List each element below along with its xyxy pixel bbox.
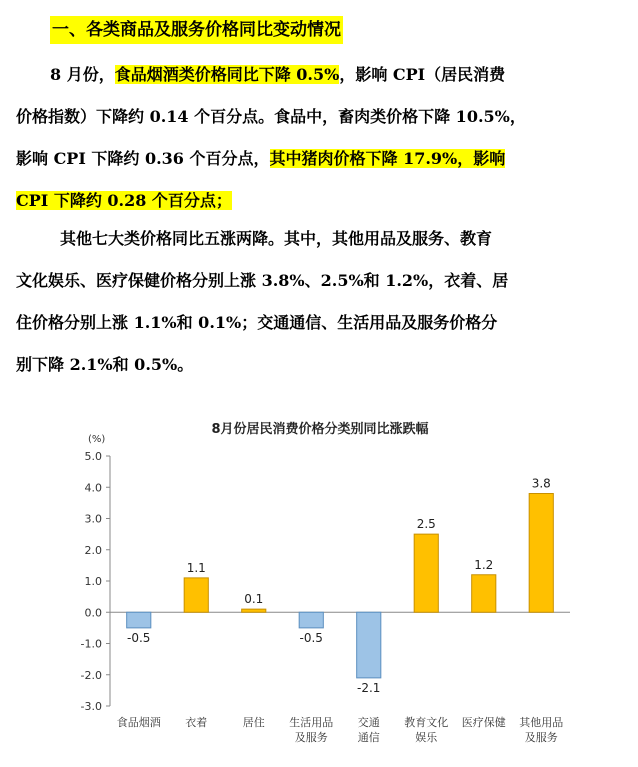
category-label: 娱乐 xyxy=(415,731,438,744)
category-label: 通信 xyxy=(357,731,380,744)
bar xyxy=(472,575,496,613)
y-axis-unit-label: (%) xyxy=(88,434,106,445)
paragraph-line: 别下降 2.1%和 0.5%。 xyxy=(16,355,194,374)
category-label: 及服务 xyxy=(294,731,328,744)
data-label: 3.8 xyxy=(531,476,551,491)
data-label: 0.1 xyxy=(244,592,264,607)
paragraph-other-categories xyxy=(16,218,576,386)
y-tick-label: 4.0 xyxy=(84,481,102,495)
bar xyxy=(242,609,266,612)
category-label: 教育文化 xyxy=(404,716,449,729)
paragraph-line xyxy=(16,180,576,222)
category-label: 交通 xyxy=(357,716,380,729)
category-label: 及服务 xyxy=(524,731,558,744)
category-label: 居住 xyxy=(242,716,265,729)
data-label: -0.5 xyxy=(127,630,151,645)
y-tick-label: 0.0 xyxy=(84,606,102,620)
bar xyxy=(184,578,208,612)
highlighted-text: 食品烟酒类价格同比下降 0.5% xyxy=(114,65,340,84)
chart-title: 8月份居民消费价格分类别同比涨跌幅 xyxy=(211,422,429,437)
category-label: 食品烟酒 xyxy=(116,716,161,729)
paragraph-line xyxy=(16,54,576,96)
y-tick-label: 1.0 xyxy=(84,575,102,588)
paragraph-line: 住价格分别上涨 1.1%和 0.1%；交通通信、生活用品及服务价格分 xyxy=(16,313,498,332)
data-label: -2.1 xyxy=(357,680,381,695)
highlighted-text: 其中猪肉价格下降 17.9%，影响 xyxy=(269,149,506,168)
text-run: ，影响 CPI（居民消费 xyxy=(339,65,506,84)
y-tick-label: 2.0 xyxy=(84,543,102,557)
paragraph-food-prices xyxy=(16,54,576,222)
cpi-category-chart xyxy=(60,412,580,762)
text-run: 8 月份， xyxy=(50,65,115,84)
data-label: 1.2 xyxy=(474,557,494,572)
bar xyxy=(127,612,151,628)
y-tick-label: -3.0 xyxy=(80,700,102,713)
paragraph-line: 文化娱乐、医疗保健价格分别上涨 3.8%、2.5%和 1.2%，衣着、居 xyxy=(16,271,509,290)
data-label: -0.5 xyxy=(299,630,323,645)
data-label: 1.1 xyxy=(186,560,206,575)
category-label: 衣着 xyxy=(185,716,208,729)
y-tick-label: 3.0 xyxy=(84,512,102,526)
category-label: 其他用品 xyxy=(519,716,564,729)
section-heading: 一、各类商品及服务价格同比变动情况 xyxy=(50,16,343,44)
chart-svg xyxy=(60,412,580,762)
bar xyxy=(299,612,323,628)
y-tick-label: -2.0 xyxy=(80,668,102,682)
paragraph-line: 其他七大类价格同比五涨两降。其中，其他用品及服务、教育 xyxy=(60,229,493,248)
bar xyxy=(529,494,553,613)
paragraph-line: 价格指数）下降约 0.14 个百分点。食品中，畜肉类价格下降 10.5%， xyxy=(16,107,526,126)
category-label: 医疗保健 xyxy=(461,716,506,729)
highlighted-text: CPI 下降约 0.28 个百分点； xyxy=(16,191,232,210)
text-run: 影响 CPI 下降约 0.36 个百分点， xyxy=(16,149,270,168)
bar xyxy=(414,534,438,612)
y-tick-label: 5.0 xyxy=(84,450,102,463)
paragraph-line xyxy=(16,138,576,180)
category-label: 生活用品 xyxy=(289,716,334,729)
data-label: 2.5 xyxy=(416,517,436,532)
bar xyxy=(357,612,381,678)
y-tick-label: -1.0 xyxy=(80,637,102,651)
